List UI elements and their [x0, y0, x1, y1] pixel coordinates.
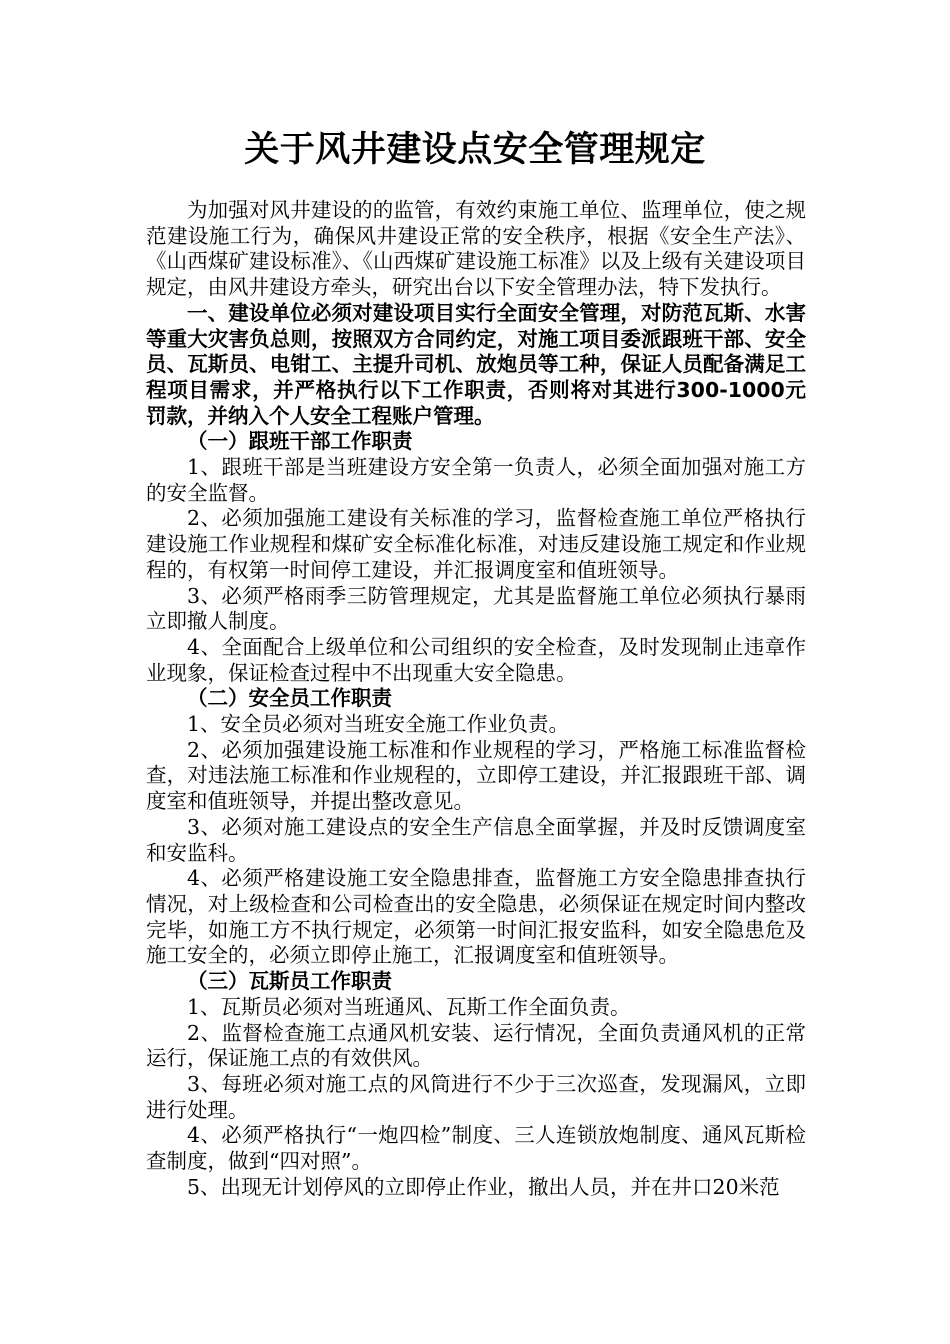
- intro-paragraph: 为加强对风井建设的的监管，有效约束施工单位、监理单位，使之规范建设施工行为，确保风井建设正常的安全秩序，根据《安全生产法》、《山西煤矿建设标准》、《山西煤矿建设施工标准》以及上级有关建设项目规定，由风井建设方牵头，研究出台以下安全管理办法，特下发执行。: [146, 198, 806, 300]
- list-item: 3、每班必须对施工点的风筒进行不少于三次巡查，发现漏风，立即进行处理。: [146, 1071, 806, 1122]
- list-item: 4、必须严格执行“一炮四检”制度、三人连锁放炮制度、通风瓦斯检查制度，做到“四对照”。: [146, 1123, 806, 1174]
- section-one-paragraph: 一、建设单位必须对建设项目实行全面安全管理，对防范瓦斯、水害等重大灾害负总则，按照双方合同约定，对施工项目委派跟班干部、安全员、瓦斯员、电钳工、主提升司机、放炮员等工种，保证人员配备满足工程项目需求，并严格执行以下工作职责，否则将对其进行300-1000元罚款，并纳入个人安全工程账户管理。: [146, 300, 806, 428]
- sub-heading-gas-inspector: （三）瓦斯员工作职责: [187, 969, 392, 994]
- document-body: [146, 198, 806, 1200]
- list-item: 3、必须严格雨季三防管理规定，尤其是监督施工单位必须执行暴雨立即撤人制度。: [146, 583, 806, 634]
- list-item: 2、必须加强施工建设有关标准的学习，监督检查施工单位严格执行建设施工作业规程和煤矿安全标准化标准，对违反建设施工规定和作业规程的，有权第一时间停工建设，并汇报调度室和值班领导。: [146, 506, 806, 582]
- list-item: 3、必须对施工建设点的安全生产信息全面掌握，并及时反馈调度室和安监科。: [146, 814, 806, 865]
- sub-heading-safety-officer: （二）安全员工作职责: [187, 686, 392, 711]
- list-item: 1、瓦斯员必须对当班通风、瓦斯工作全面负责。: [187, 994, 631, 1019]
- list-item: 1、安全员必须对当班安全施工作业负责。: [187, 712, 570, 737]
- list-item: 2、必须加强建设施工标准和作业规程的学习，严格施工标准监督检查，对违法施工标准和作业规程的，立即停工建设，并汇报跟班干部、调度室和值班领导，并提出整改意见。: [146, 737, 806, 814]
- list-item: 4、必须严格建设施工安全隐患排查，监督施工方安全隐患排查执行情况，对上级检查和公司检查出的安全隐患，必须保证在规定时间内整改完毕，如施工方不执行规定，必须第一时间汇报安监科，如安全隐患危及施工安全的，必须立即停止施工，汇报调度室和值班领导。: [146, 866, 806, 968]
- sub-heading-shift-cadre: （一）跟班干部工作职责: [187, 429, 413, 454]
- list-item: 5、出现无计划停风的立即停止作业，撤出人员，并在井口20米范: [187, 1174, 780, 1199]
- list-item: 1、跟班干部是当班建设方安全第一负责人，必须全面加强对施工方的安全监督。: [146, 455, 806, 505]
- list-item: 4、全面配合上级单位和公司组织的安全检查，及时发现制止违章作业现象，保证检查过程中不出现重大安全隐患。: [146, 634, 806, 685]
- list-item: 2、监督检查施工点通风机安装、运行情况，全面负责通风机的正常运行，保证施工点的有效供风。: [146, 1020, 806, 1071]
- document-title: 关于风井建设点安全管理规定: [244, 130, 706, 170]
